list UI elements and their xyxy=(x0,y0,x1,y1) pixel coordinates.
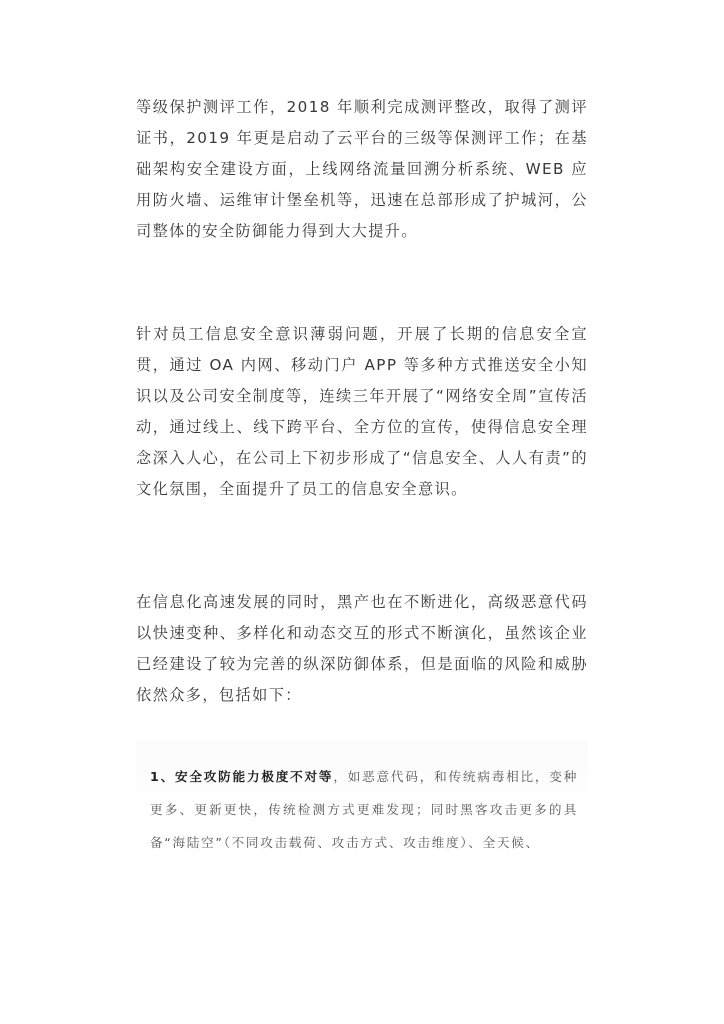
quote-text xyxy=(150,760,578,859)
paragraph-threat-evolution: 在信息化高速发展的同时，黑产也在不断进化，高级恶意代码以快速变种、多样化和动态交互的形式不断演化，虽然该企业已经建设了较为完善的纵深防御体系，但是面临的风险和威胁依然众多，包括如下： xyxy=(136,593,588,704)
quote-block xyxy=(136,740,588,886)
quote-heading: 1、安全攻防能力极度不对等 xyxy=(150,769,334,784)
quote-body: ，如恶意代码，和传统病毒相比，变种更多、更新更快，传统检测方式更难发现；同时黑客攻击更多的具备“海陆空”（不同攻击载荷、攻击方式、攻击维度）、全天候、 xyxy=(150,769,578,850)
paragraph-security-construction: 等级保护测评工作，2018 年顺利完成测评整改，取得了测评证书，2019 年更是启动了云平台的三级等保测评工作；在基础架构安全建设方面，上线网络流量回溯分析系统、WEB 应用防火墙、运维审计堡垒机等，迅速在总部形成了护城河，公司整体的安全防御能力得到大大提升。 xyxy=(136,98,588,240)
paragraph-security-awareness: 针对员工信息安全意识薄弱问题，开展了长期的信息安全宣贯，通过 OA 内网、移动门户 APP 等多种方式推送安全小知识以及公司安全制度等，连续三年开展了“网络安全周”宣传活动，通过线上、线下跨平台、全方位的宣传，使得信息安全理念深入人心，在公司上下初步形成了“信息安全、人人有责”的文化氛围，全面提升了员工的信息安全意识。 xyxy=(136,325,588,498)
